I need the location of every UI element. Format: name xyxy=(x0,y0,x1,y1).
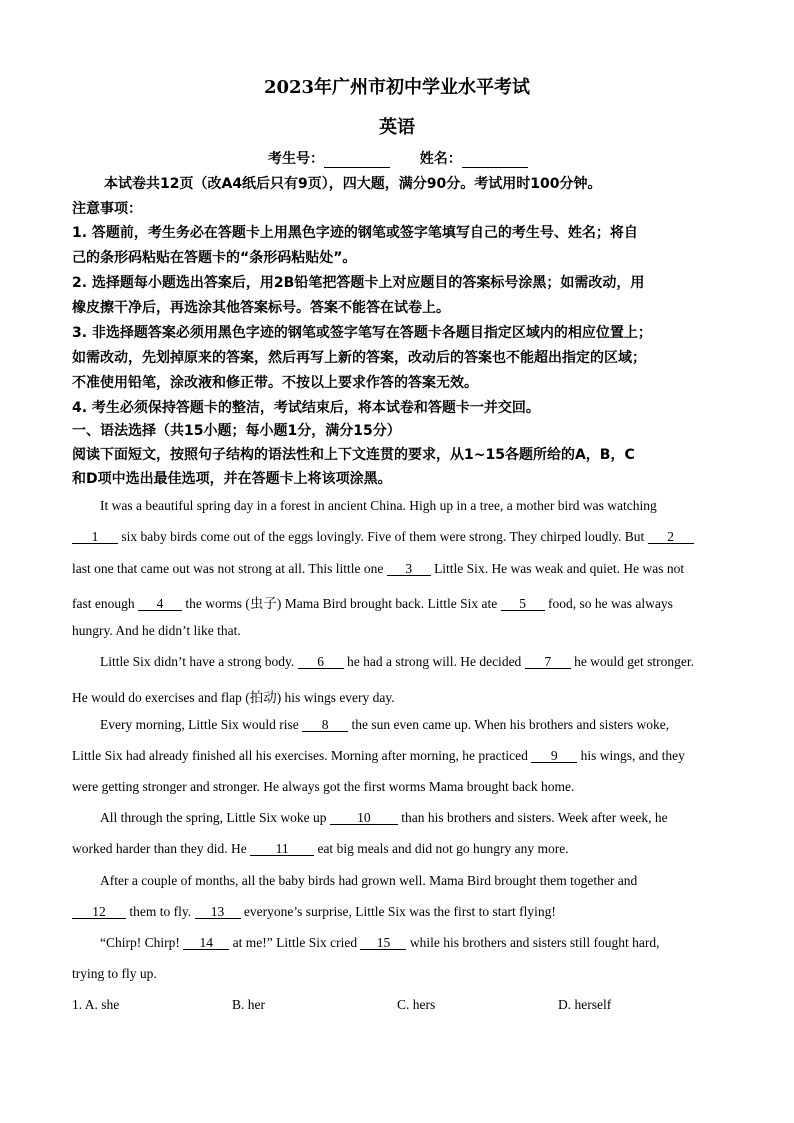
blank-5[interactable]: 5 xyxy=(501,597,545,611)
passage-line: Little Six didn’t have a strong body. 6 he had a strong will. He decided 7 he would get stronger. xyxy=(100,654,695,669)
note-line: 1. 答题前，考生务必在答题卡上用黑色字迹的钢笔或签字笔填写自己的考生号、姓名；将自 xyxy=(72,225,638,241)
passage-line: “Chirp! Chirp! 14 at me!” Little Six cried 15 while his brothers and sisters still fought hard, xyxy=(100,935,660,950)
passage-line: hungry. And he didn’t like that. xyxy=(72,623,241,638)
question-1-option-a[interactable]: 1. A. she xyxy=(72,997,120,1012)
question-1-option-d[interactable]: D. herself xyxy=(558,997,612,1012)
passage-line: Little Six had already finished all his exercises. Morning after morning, he practiced 9 his wings, and they xyxy=(72,748,685,763)
candidate-no-label: 考生号： xyxy=(268,151,324,167)
blank-2[interactable]: 2 xyxy=(648,530,694,544)
question-1-option-c[interactable]: C. hers xyxy=(397,997,436,1012)
note-line: 如需改动，先划掉原来的答案，然后再写上新的答案，改动后的答案也不能超出指定的区域； xyxy=(72,350,646,366)
name-label: 姓名： xyxy=(419,151,462,167)
note-line: 2. 选择题每小题选出答案后，用2B铅笔把答题卡上对应题目的答案标号涂黑；如需改动，用 xyxy=(72,275,645,291)
passage-line: It was a beautiful spring day in a forest in ancient China. High up in a tree, a mother bird was watching xyxy=(100,498,657,513)
note-line: 4. 考生必须保持答题卡的整洁，考试结束后，将本试卷和答题卡一并交回。 xyxy=(72,400,540,416)
blank-4[interactable]: 4 xyxy=(138,597,182,611)
passage-line: 1 six baby birds come out of the eggs lovingly. Five of them were strong. They chirped loudly. But 2 xyxy=(72,529,722,545)
passage-line: After a couple of months, all the baby birds had grown well. Mama Bird brought them together and xyxy=(100,873,638,888)
blank-3[interactable]: 3 xyxy=(387,562,431,576)
passage-line: 12 them to fly. 13 everyone’s surprise, Little Six was the first to start flying! xyxy=(72,904,722,920)
note-line: 橡皮擦干净后，再选涂其他答案标号。答案不能答在试卷上。 xyxy=(72,300,450,316)
note-line: 不准使用铅笔，涂改液和修正带。不按以上要求作答的答案无效。 xyxy=(72,375,478,391)
passage-line: trying to fly up. xyxy=(72,966,157,981)
question-1-option-b[interactable]: B. her xyxy=(232,997,265,1012)
exam-title: 2023年广州市初中学业水平考试 xyxy=(263,77,531,98)
passage-line: fast enough 4 the worms (虫子) Mama Bird brought back. Little Six ate 5 food, so he was always xyxy=(72,596,673,611)
passage-line: He would do exercises and flap (拍动) his wings every day. xyxy=(72,690,395,705)
section-heading: 一、语法选择（共15小题；每小题1分，满分15分） xyxy=(72,423,401,439)
exam-intro: 本试卷共12页（改A4纸后只有9页），四大题，满分90分。考试用时100分钟。 xyxy=(104,176,602,192)
blank-15[interactable]: 15 xyxy=(360,936,406,950)
blank-11[interactable]: 11 xyxy=(250,842,314,856)
section-instruction: 阅读下面短文，按照句子结构的语法性和上下文连贯的要求，从1~15各题所给的A，B，C xyxy=(72,447,635,463)
blank-14[interactable]: 14 xyxy=(183,936,229,950)
note-line: 己的条形码粘贴在答题卡的“条形码粘贴处”。 xyxy=(72,250,357,266)
passage-line: worked harder than they did. He 11 eat big meals and did not go hungry any more. xyxy=(72,841,569,856)
passage-line: All through the spring, Little Six woke up 10 than his brothers and sisters. Week after week, he xyxy=(100,810,668,825)
blank-13[interactable]: 13 xyxy=(195,905,241,919)
blank-8[interactable]: 8 xyxy=(302,718,348,732)
note-line: 3. 非选择题答案必须用黑色字迹的钢笔或签字笔写在答题卡各题目指定区域内的相应位置上； xyxy=(72,325,652,341)
blank-12[interactable]: 12 xyxy=(72,905,126,919)
section-instruction: 和D项中选出最佳选项，并在答题卡上将该项涂黑。 xyxy=(72,471,392,487)
candidate-no-field[interactable] xyxy=(324,153,390,168)
blank-9[interactable]: 9 xyxy=(531,749,577,763)
passage-line: were getting stronger and stronger. He always got the first worms Mama brought back home. xyxy=(72,779,575,794)
blank-6[interactable]: 6 xyxy=(298,655,344,669)
blank-1[interactable]: 1 xyxy=(72,530,118,544)
notes-heading: 注意事项： xyxy=(72,201,142,217)
passage-line: Every morning, Little Six would rise 8 the sun even came up. When his brothers and sisters woke, xyxy=(100,717,670,732)
candidate-info xyxy=(268,148,528,168)
subject-title: 英语 xyxy=(379,117,415,138)
name-field[interactable] xyxy=(462,153,528,168)
blank-7[interactable]: 7 xyxy=(525,655,571,669)
passage-line: last one that came out was not strong at all. This little one 3 Little Six. He was weak and quiet. He was not xyxy=(72,561,685,576)
blank-10[interactable]: 10 xyxy=(330,811,398,825)
